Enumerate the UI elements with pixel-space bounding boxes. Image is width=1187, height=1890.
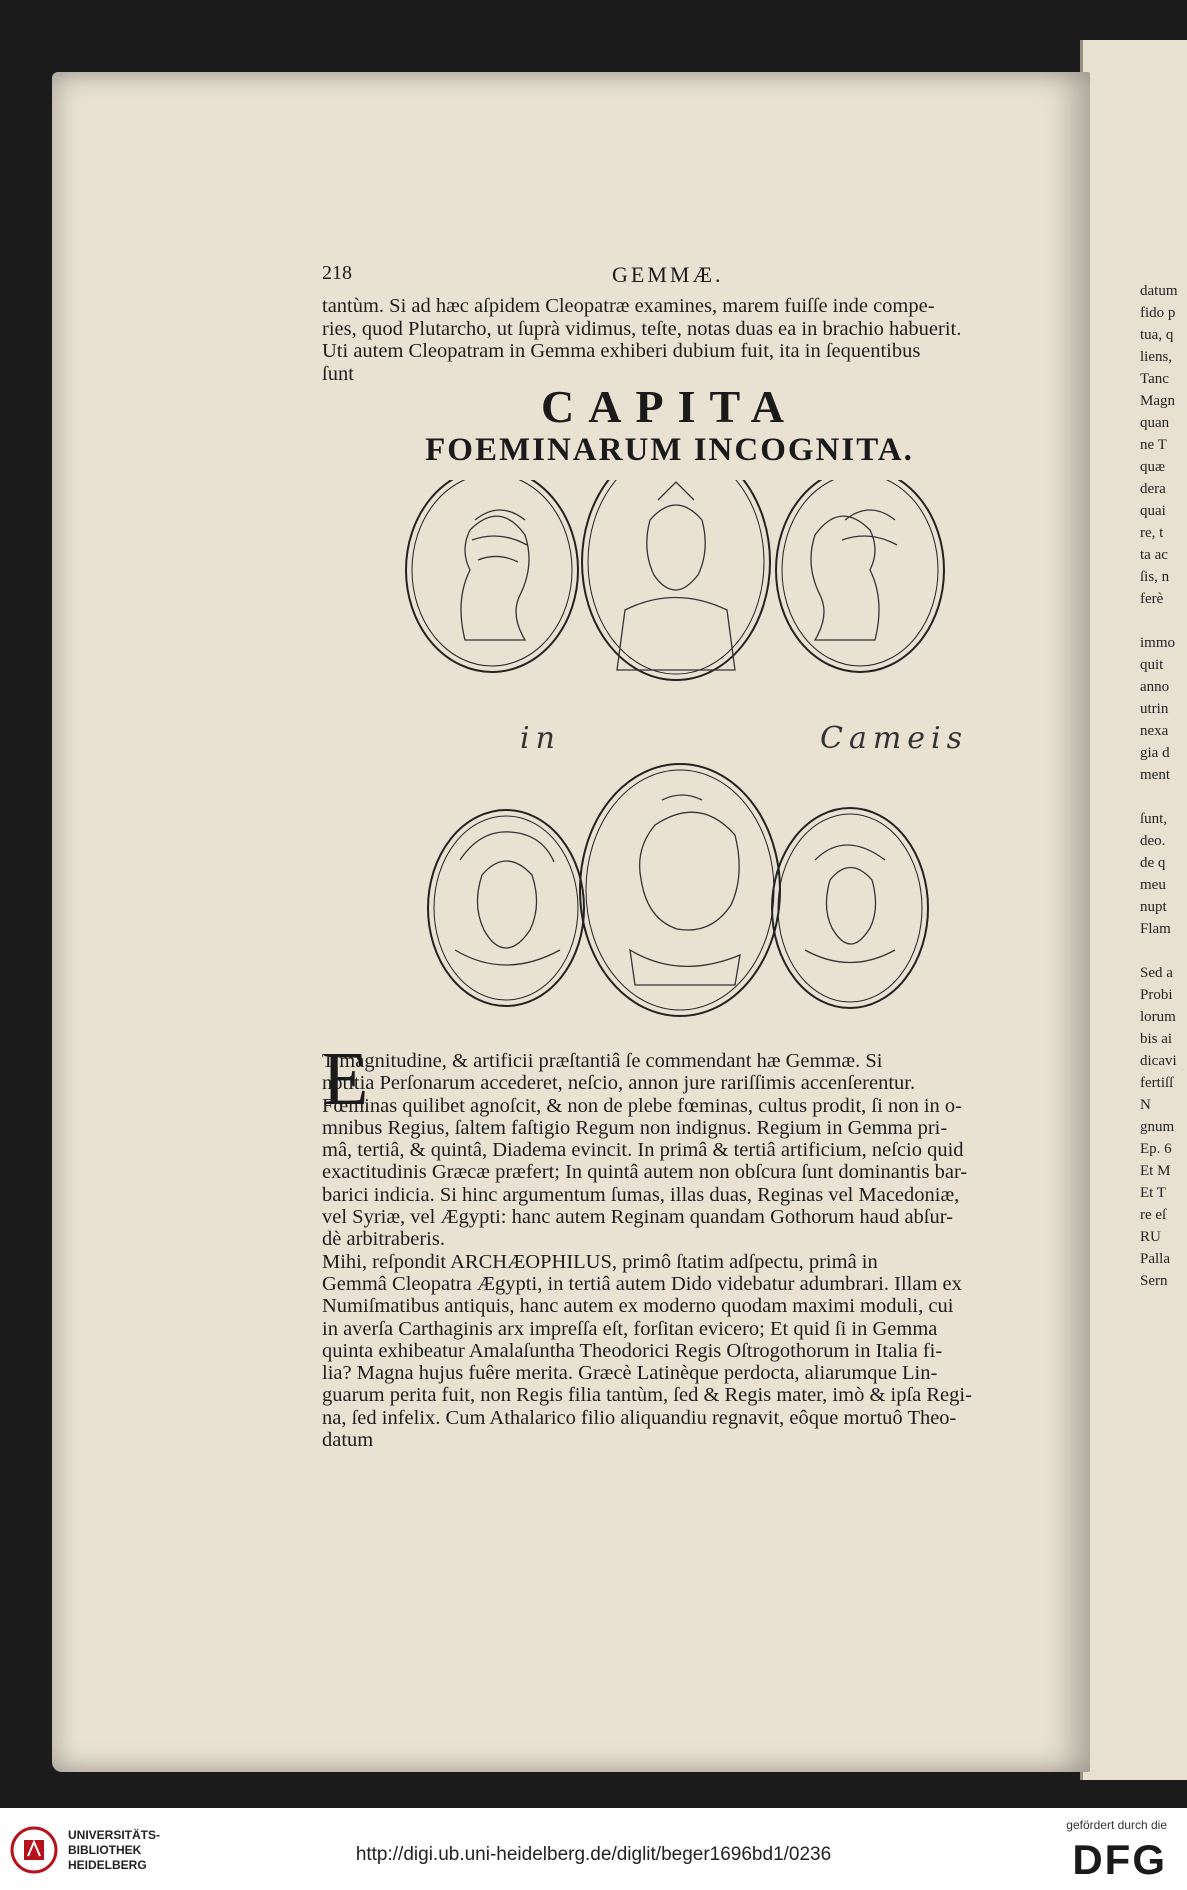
facing-page-fragment: Palla [1140,1251,1170,1267]
heading-capita: CAPITA [541,381,798,432]
facing-page-fragment: dera [1140,481,1166,497]
cameo-1 [406,480,578,672]
body-line: Gemmâ Cleopatra Ægypti, in tertiâ autem Dido videbatur adumbrari. Illam ex [322,1272,962,1295]
facing-page-fragment [1140,610,1187,632]
intro-line: ries, quod Plutarcho, ut ſuprà vidimus, teſte, notas duas ea in brachio habuerit. [322,317,962,340]
facing-page-fragment: Sern [1140,1273,1168,1289]
facing-page-fragment: re, t [1140,525,1164,541]
permalink-url[interactable]: http://digi.ub.uni-heidelberg.de/diglit/beger1696bd1/0236 [355,1844,832,1865]
facing-page-fragment: Et T [1140,1185,1166,1201]
intro-line: ſunt [322,362,354,385]
facing-page-fragment: datum [1140,283,1178,299]
facing-page-fragment: ſis, n [1140,569,1170,585]
body-line: in averſa Carthaginis arx impreſſa eſt, forſitan evicero; Et quid ſi in Gemma [322,1317,938,1340]
cameo-6 [772,808,928,1008]
intro-paragraph [322,295,1017,385]
facing-page-fragment [1140,786,1187,808]
body-line: datum [322,1429,374,1452]
facing-page-fragment: RU [1140,1229,1161,1245]
library-name-line3: HEIDELBERG [68,1858,147,1872]
facing-page-fragment: ferè [1140,591,1164,607]
body-paragraph [322,1050,1017,1451]
cameo-5 [580,764,780,1016]
viewer-footer [0,1808,1187,1890]
facing-page-fragment: immo [1140,635,1176,651]
facing-page-fragment: ta ac [1140,547,1168,563]
body-line: Mihi, reſpondit ARCHÆOPHILUS, primô ſtatim adſpectu, primâ in [322,1250,878,1273]
facing-page-fragment: Ep. 6 [1140,1141,1172,1157]
facing-page-fragment: gia d [1140,745,1170,761]
intro-line: tantùm. Si ad hæc aſpidem Cleopatræ examines, marem fuiſſe inde compe- [322,295,935,317]
body-line: T magnitudine, & artificii præſtantiâ ſe commendant hæ Gemmæ. Si [322,1050,883,1072]
cameo-4 [428,810,584,1006]
cameo-2 [582,480,770,680]
facing-page-fragment: fido p [1140,305,1176,321]
facing-page-fragment: lorum [1140,1009,1176,1025]
facing-page-fragment: Magn [1140,393,1175,409]
body-line: mnibus Regius, ſaltem faſtigio Regum non indignus. Regium in Gemma pri- [322,1116,948,1139]
facing-page-fragment: bis ai [1140,1031,1173,1047]
facing-page-fragment: fertiſſ [1140,1075,1174,1091]
facing-page-fragment: deo. [1140,833,1166,849]
facing-page-fragment: N [1140,1097,1151,1113]
heading-foeminarum: FOEMINARUM INCOGNITA. [425,432,914,468]
intro-line: Uti autem Cleopatram in Gemma exhiberi dubium fuit, ita in ſequentibus [322,340,921,362]
facing-page-fragment: quit [1140,657,1164,673]
facing-page-fragment [1140,940,1187,962]
facing-page-text [1140,280,1187,1292]
facing-page-fragment: ne T [1140,437,1167,453]
facing-page-fragment: Et M [1140,1163,1171,1179]
plate-caption-in: in [520,721,561,756]
facing-page-fragment: quæ [1140,459,1166,475]
facing-page-fragment: ment [1140,767,1170,783]
facing-page-fragment: quan [1140,415,1170,431]
facing-page-fragment: Sed a [1140,965,1173,981]
body-line: notitia Perſonarum accederet, neſcio, annon jure rariſſimis accenſerentur. [322,1072,916,1095]
body-line: quinta exhibeatur Amalaſuntha Theodorici Regis Oſtrogothorum in Italia fi- [322,1339,943,1362]
facing-page-fragment: Probi [1140,987,1173,1003]
body-line: exactitudinis Græcæ præfert; In quintâ autem non obſcura ſunt dominantis bar- [322,1161,968,1184]
facing-page-fragment: anno [1140,679,1170,695]
facing-page-fragment: meu [1140,877,1166,893]
body-line: na, ſed infelix. Cum Athalarico filio aliquandiu regnavit, eôque mortuô Theo- [322,1406,957,1429]
facing-page-fragment: nupt [1140,899,1167,915]
facing-page-fragment: nexa [1140,723,1169,739]
page-header [322,262,1022,292]
facing-page-fragment: ſunt, [1140,811,1168,827]
library-name-line2: BIBLIOTHEK [68,1843,142,1857]
facing-page-fragment: liens, [1140,349,1173,365]
body-line: dè arbitraberis. [322,1228,445,1251]
plate-caption-cameis: Cameis [820,721,969,756]
body-line: Fœminas quilibet agnoſcit, & non de plebe fœminas, cultus prodit, ſi non in o- [322,1094,962,1117]
funding-label: gefördert durch die [1066,1818,1167,1832]
body-line: Numiſmatibus antiquis, hanc autem ex moderno quodam maximi moduli, cui [322,1295,954,1318]
body-line: guarum perita fuit, non Regis filia tantùm, ſed & Regis mater, imò & ipſa Regi- [322,1384,972,1407]
facing-page-fragment: re eſ [1140,1207,1167,1223]
dfg-logo: DFG [1072,1836,1167,1883]
body-line: vel Syriæ, vel Ægypti: hanc autem Reginam quandam Gothorum haud abſur- [322,1206,953,1229]
facing-page-fragment: de q [1140,855,1166,871]
body-line: mâ, tertiâ, & quintâ, Diadema evincit. In primâ & tertiâ artificium, neſcio quid [322,1139,964,1162]
drop-capital: E [322,1037,369,1121]
library-name-line1: UNIVERSITÄTS- [68,1828,161,1842]
body-line: barici indicia. Si hinc argumentum ſumas, illas duas, Reginas vel Macedoniæ, [322,1183,960,1206]
running-title: GEMMÆ. [612,262,724,287]
facing-page-fragment: Flam [1140,921,1171,937]
body-line: lia? Magna hujus fuêre merita. Græcè Latinèque perdocta, aliarumque Lin- [322,1362,938,1385]
cameo-3 [776,480,944,672]
facing-page-fragment: tua, q [1140,327,1174,343]
facing-page-fragment: quai [1140,503,1166,519]
facing-page-fragment: Tanc [1140,371,1169,387]
cameo-engraving-plate [400,480,980,1040]
facing-page-fragment: gnum [1140,1119,1175,1135]
page-number: 218 [322,262,352,284]
facing-page-fragment: utrin [1140,701,1169,717]
facing-page-fragment: dicavi [1140,1053,1177,1069]
